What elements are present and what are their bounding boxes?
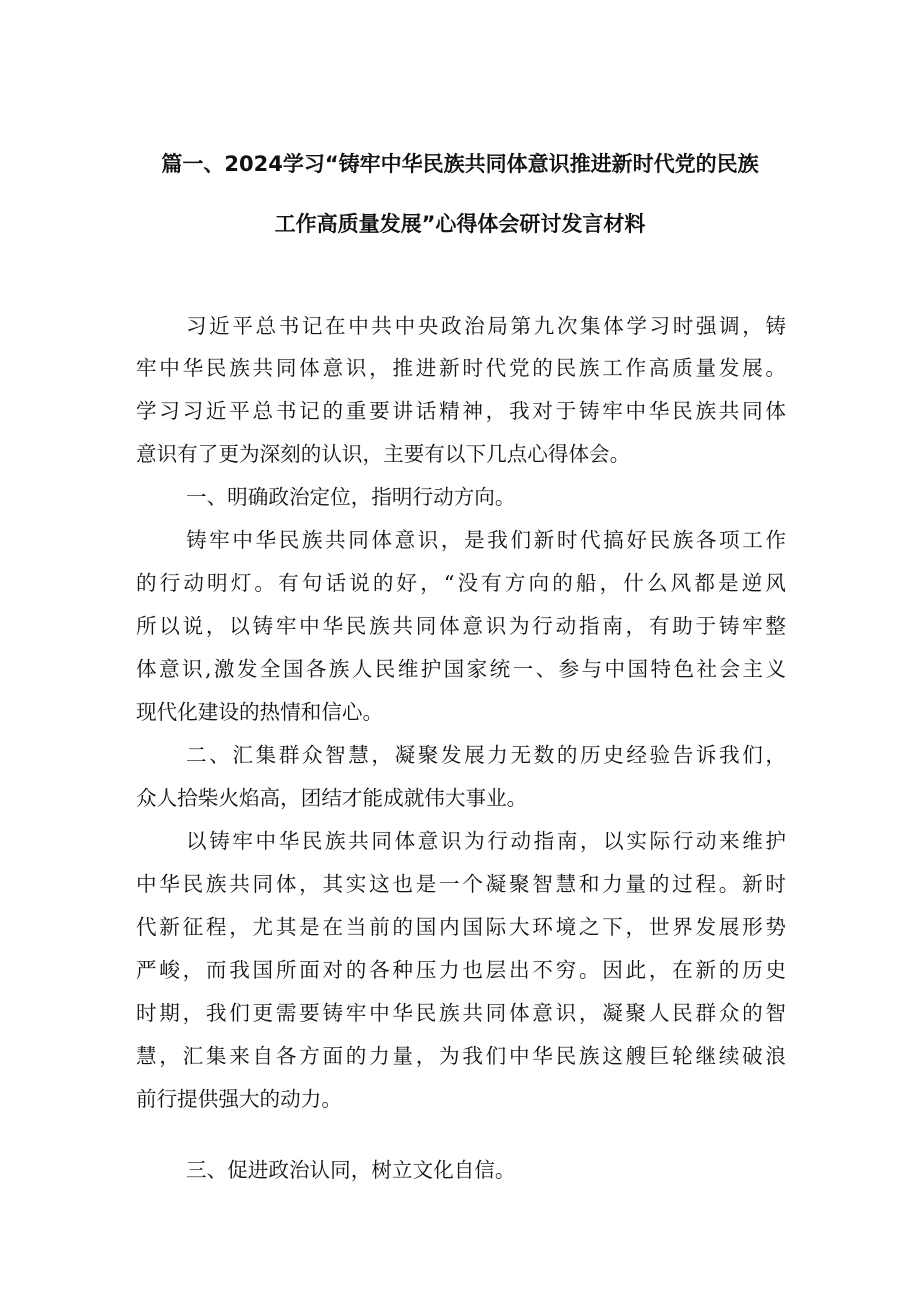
paragraph-line: 所以说，以铸牢中华民族共同体意识为行动指南，有助于铸牢整 (136, 614, 786, 638)
paragraph-line: 时期，我们更需要铸牢中华民族共同体意识，凝聚人民群众的智 (136, 1001, 786, 1025)
document-title-line-2: 工作高质量发展”心得体会研讨发言材料 (274, 212, 646, 236)
paragraph-line: 意识有了更为深刻的认识，主要有以下几点心得体会。 (136, 442, 631, 466)
paragraph-line: 众人拾柴火焰高，团结才能成就伟大事业。 (136, 786, 528, 810)
paragraph-line: 学习习近平总书记的重要讲话精神，我对于铸牢中华民族共同体 (136, 399, 786, 423)
paragraph-line: 代新征程，尤其是在当前的国内国际大环境之下，世界发展形势 (136, 915, 786, 939)
paragraph-line: 铸牢中华民族共同体意识，是我们新时代搞好民族各项工作 (186, 528, 786, 552)
paragraph-line: 中华民族共同体，其实这也是一个凝聚智慧和力量的过程。新时 (136, 872, 786, 896)
paragraph-line: 前行提供强大的动力。 (136, 1087, 342, 1111)
paragraph-line: 牢中华民族共同体意识，推进新时代党的民族工作高质量发展。 (136, 356, 786, 380)
paragraph-line: 严峻，而我国所面对的各种压力也层出不穷。因此，在新的历史 (136, 958, 786, 982)
paragraph-line: 的行动明灯。有句话说的好，“没有方向的船，什么风都是逆风 (136, 571, 786, 595)
paragraph-line: 慧，汇集来自各方面的力量，为我们中华民族这艘巨轮继续破浪 (136, 1044, 786, 1068)
section-heading: 一、明确政治定位，指明行动方向。 (186, 485, 516, 509)
section-heading: 三、促进政治认同，树立文化自信。 (186, 1158, 516, 1182)
section-heading: 二、汇集群众智慧，凝聚发展力无数的历史经验告诉我们， (186, 743, 786, 767)
paragraph-line: 习近平总书记在中共中央政治局第九次集体学习时强调，铸 (186, 314, 786, 338)
paragraph-line: 以铸牢中华民族共同体意识为行动指南，以实际行动来维护 (186, 829, 786, 853)
paragraph-line: 体意识,激发全国各族人民维护国家统一、参与中国特色社会主义 (136, 657, 786, 681)
document-title-line-1: 篇一、2024学习“铸牢中华民族共同体意识推进新时代党的民族 (161, 152, 759, 176)
paragraph-line: 现代化建设的热情和信心。 (136, 700, 384, 724)
